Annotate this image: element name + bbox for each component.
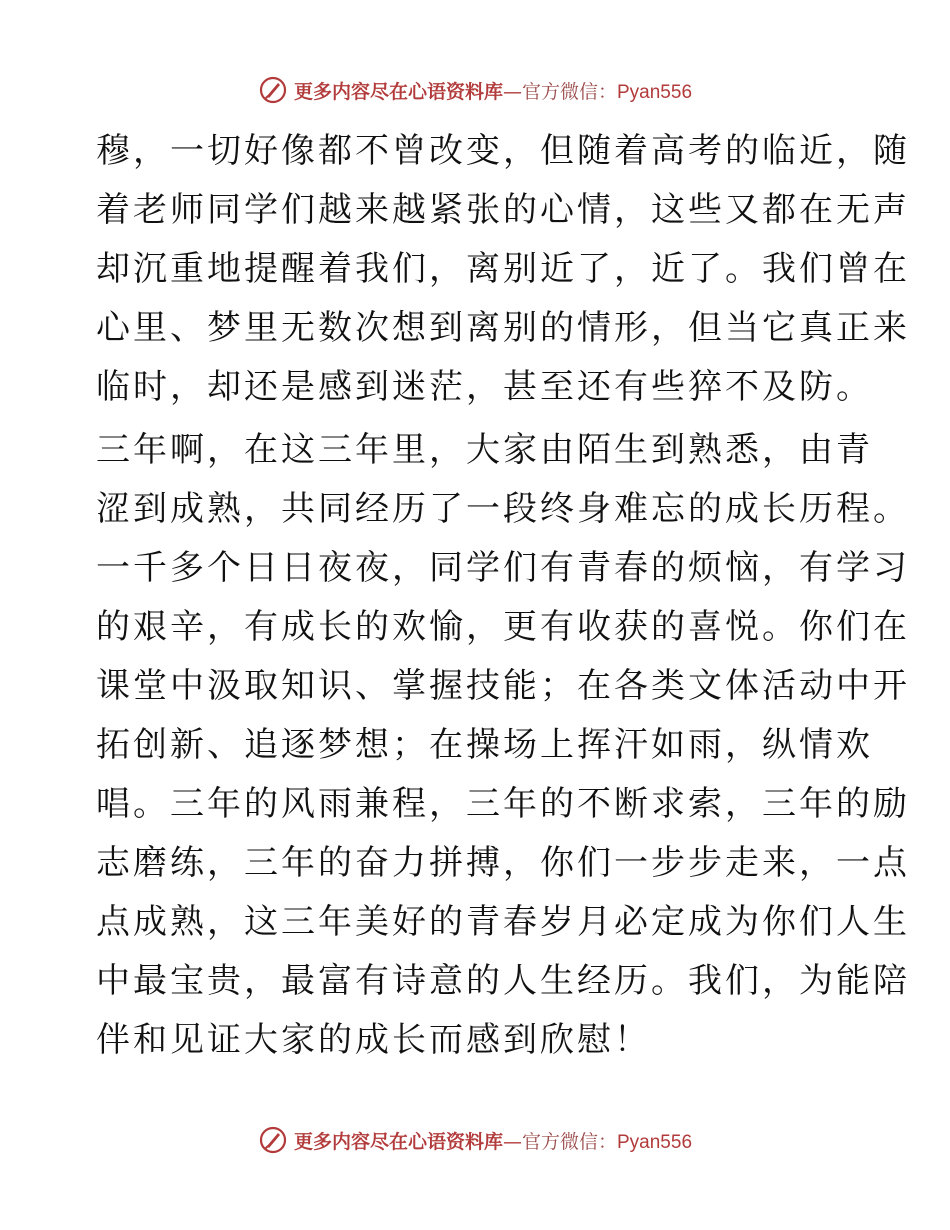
watermark-wechat-id: Pyan556 [617,81,693,103]
text-line: 伴和见证大家的成长而感到欣慰！ [96,1020,651,1060]
text-line: 临时，却还是感到迷茫，甚至还有些猝不及防。 [96,367,873,407]
watermark-wechat-label: 官方微信： [521,1130,617,1153]
text-line: 志磨练，三年的奋力拼搏，你们一步步走来，一点 [96,843,910,883]
text-line: 心里、梦里无数次想到离别的情形，但当它真正来 [96,308,910,348]
text-line: 穆，一切好像都不曾改变，但随着高考的临近，随 [96,131,910,171]
text-line: 的艰辛，有成长的欢愉，更有收获的喜悦。你们在 [96,607,910,647]
paragraph [96,421,910,1070]
paragraph [96,122,910,417]
text-line: 三年啊，在这三年里，大家由陌生到熟悉，由青 [96,430,873,470]
watermark-separator: — [502,80,522,103]
text-line: 点成熟，这三年美好的青春岁月必定成为你们人生 [96,902,910,942]
text-line: 唱。三年的风雨兼程，三年的不断求索，三年的励 [96,784,910,824]
text-line: 着老师同学们越来越紧张的心情，这些又都在无声 [96,190,910,230]
text-line: 涩到成熟，共同经历了一段终身难忘的成长历程。 [96,489,910,529]
text-line: 一千多个日日夜夜，同学们有青春的烦恼，有学习 [96,548,910,588]
watermark-brand-text: 更多内容尽在心语资料库 [293,80,503,103]
quill-logo-icon [258,75,288,105]
quill-logo-icon [258,1125,288,1155]
document-body [96,122,910,1070]
footer-watermark-banner [0,1120,950,1160]
text-line: 课堂中汲取知识、掌握技能；在各类文体活动中开 [96,666,910,706]
header-watermark-banner [0,70,950,110]
watermark-wechat-id: Pyan556 [617,1131,693,1153]
watermark-brand-text: 更多内容尽在心语资料库 [293,1130,503,1153]
text-line: 拓创新、追逐梦想；在操场上挥汗如雨，纵情欢 [96,725,873,765]
text-line: 中最宝贵，最富有诗意的人生经历。我们，为能陪 [96,961,910,1001]
watermark-separator: — [502,1130,522,1153]
watermark-wechat-label: 官方微信： [521,80,617,103]
text-line: 却沉重地提醒着我们，离别近了，近了。我们曾在 [96,249,910,289]
